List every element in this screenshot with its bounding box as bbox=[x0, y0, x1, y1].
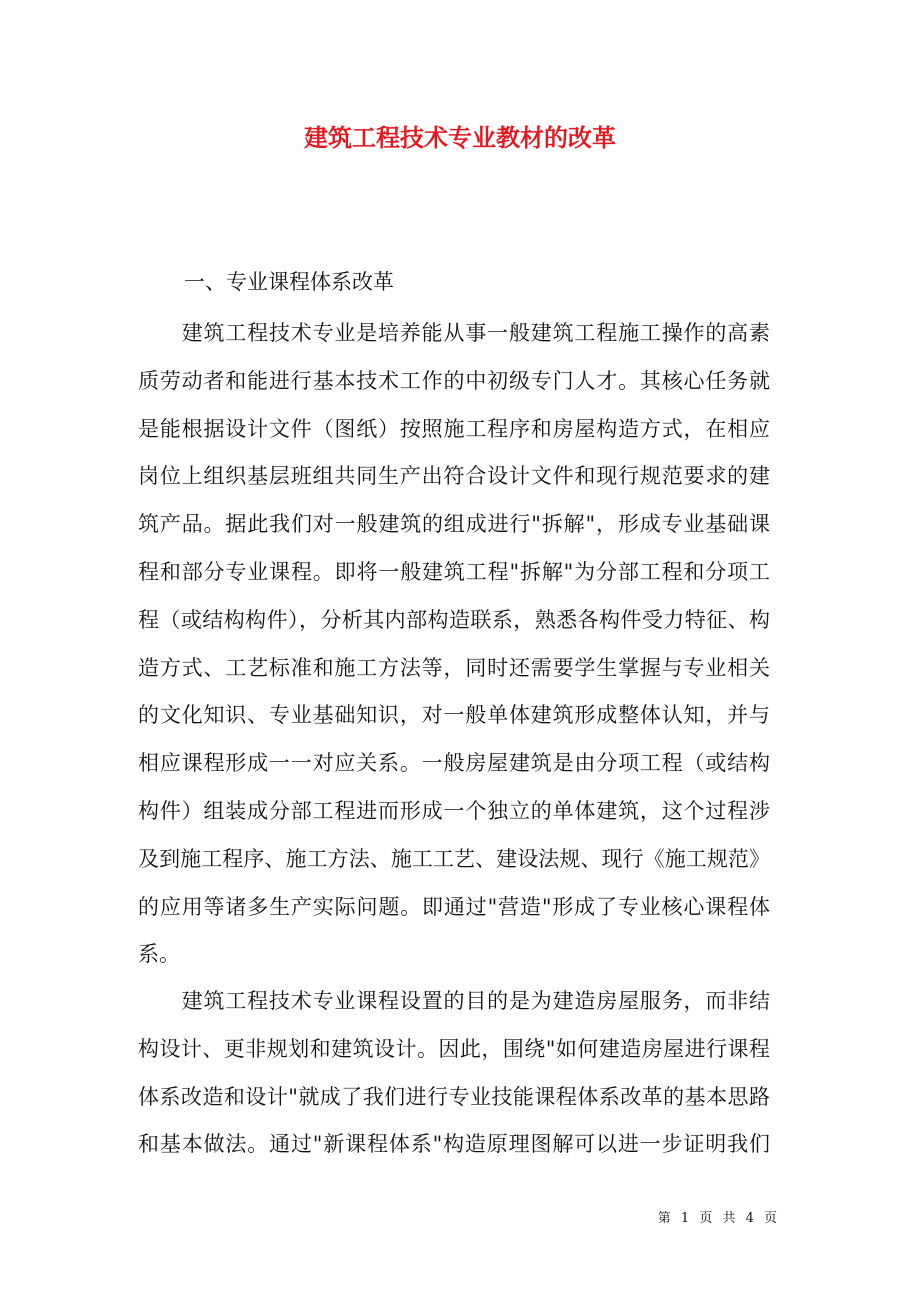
text-line: 相应课程形成一一对应关系。一般房屋建筑是由分项工程（或结构 bbox=[138, 751, 770, 776]
text-line: 体系改造和设计"就成了我们进行专业技能课程体系改革的基本思路 bbox=[138, 1084, 770, 1109]
paragraph-1 bbox=[138, 310, 770, 979]
text-line: 岗位上组织基层班组共同生产出符合设计文件和现行规范要求的建 bbox=[138, 464, 770, 489]
document-title: 建筑工程技术专业教材的改革 bbox=[304, 123, 616, 152]
text-line: 是能根据设计文件（图纸）按照施工程序和房屋构造方式，在相应 bbox=[138, 416, 770, 441]
text-line: 程和部分专业课程。即将一般建筑工程"拆解"为分部工程和分项工 bbox=[138, 559, 770, 584]
text-line: 和基本做法。通过"新课程体系"构造原理图解可以进一步证明我们 bbox=[138, 1132, 770, 1157]
paragraph-2 bbox=[138, 978, 770, 1169]
text-line: 的文化知识、专业基础知识，对一般单体建筑形成整体认知，并与 bbox=[138, 703, 770, 728]
text-line: 建筑工程技术专业是培养能从事一般建筑工程施工操作的高素 bbox=[138, 321, 770, 345]
text-line: 及到施工程序、施工方法、施工工艺、建设法规、现行《施工规范》 bbox=[138, 846, 770, 871]
section-heading: 一、专业课程体系改革 bbox=[184, 270, 394, 294]
text-line: 系。 bbox=[138, 942, 180, 967]
text-line: 的应用等诸多生产实际问题。即通过"营造"形成了专业核心课程体 bbox=[138, 894, 770, 919]
text-line: 程（或结构构件），分析其内部构造联系，熟悉各构件受力特征、构 bbox=[138, 607, 770, 632]
text-line: 质劳动者和能进行基本技术工作的中初级专门人才。其核心任务就 bbox=[138, 368, 770, 393]
text-line: 构设计、更非规划和建筑设计。因此，围绕"如何建造房屋进行课程 bbox=[138, 1036, 770, 1061]
text-line: 筑产品。据此我们对一般建筑的组成进行"拆解"，形成专业基础课 bbox=[138, 512, 770, 537]
page-number: 第 1 页 共 4 页 bbox=[657, 1211, 780, 1226]
text-line: 构件）组装成分部工程进而形成一个独立的单体建筑，这个过程涉 bbox=[138, 798, 770, 823]
text-line: 建筑工程技术专业课程设置的目的是为建造房屋服务，而非结 bbox=[138, 989, 770, 1013]
text-line: 造方式、工艺标准和施工方法等，同时还需要学生掌握与专业相关 bbox=[138, 655, 770, 680]
